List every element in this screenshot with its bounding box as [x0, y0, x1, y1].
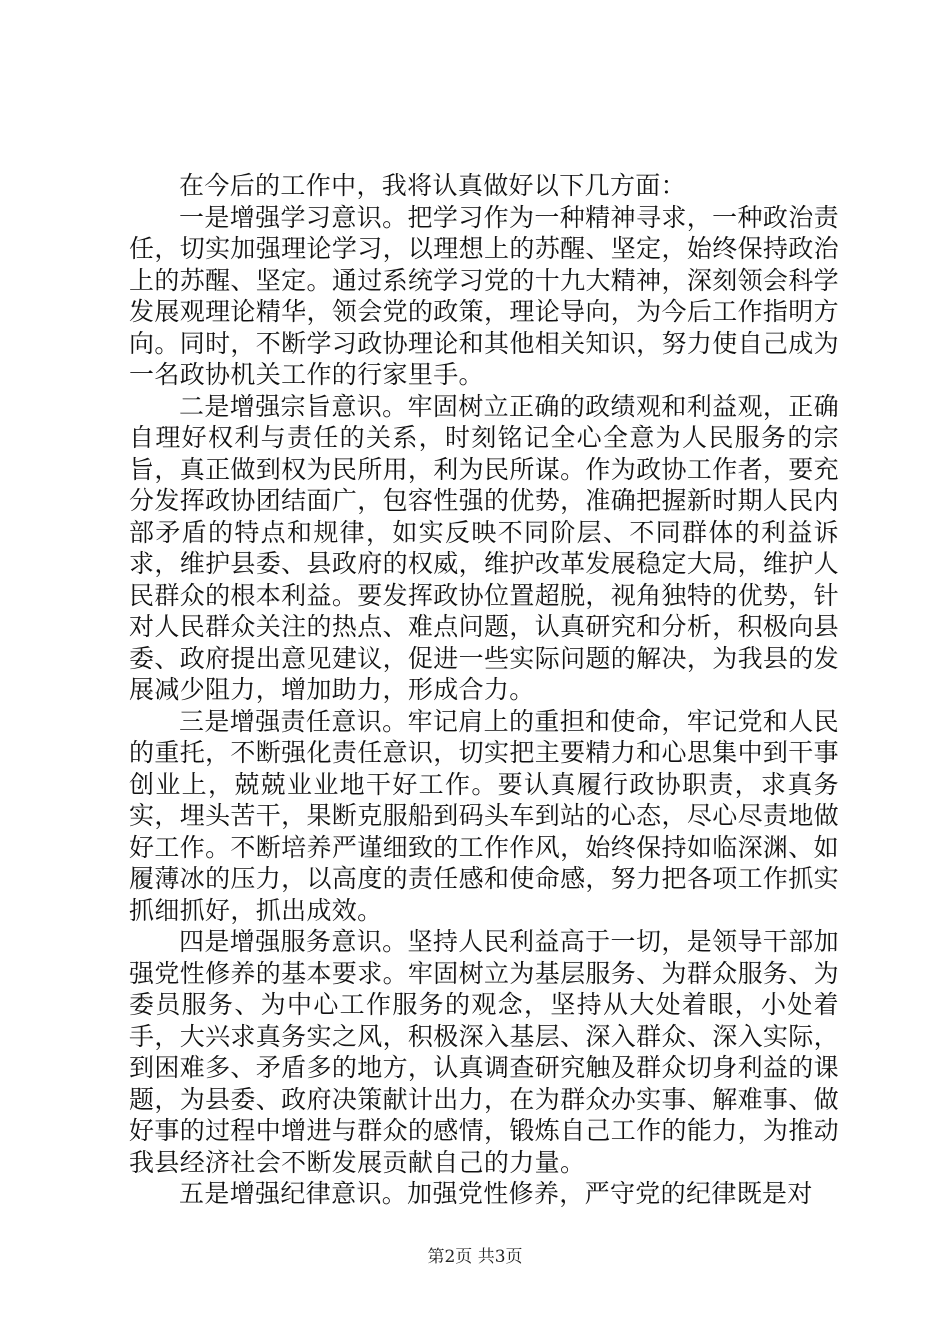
- paragraph-purpose-awareness: 二是增强宗旨意识。牢固树立正确的政绩观和利益观，正确自理好权利与责任的关系，时刻铭记全心全意为人民服务的宗旨，真正做到权为民所用，利为民所谋。作为政协工作者，要充分发挥政协团结面广，包容性强的优势，准确把握新时期人民内部矛盾的特点和规律，如实反映不同阶层、不同群体的利益诉求，维护县委、县政府的权威，维护改革发展稳定大局，维护人民群众的根本利益。要发挥政协位置超脱，视角独特的优势，针对人民群众关注的热点、难点问题，认真研究和分析，积极向县委、政府提出意见建议，促进一些实际问题的解决，为我县的发展减少阻力，增加助力，形成合力。: [129, 391, 839, 704]
- document-body: [129, 170, 839, 1210]
- paragraph-discipline-awareness: 五是增强纪律意识。加强党性修养，严守党的纪律既是对: [179, 1179, 813, 1208]
- page-number-footer: 第2页 共3页: [427, 1247, 523, 1267]
- paragraph-intro: 在今后的工作中，我将认真做好以下几方面：: [179, 171, 687, 200]
- paragraph-service-awareness: 四是增强服务意识。坚持人民利益高于一切，是领导干部加强党性修养的基本要求。牢固树立为基层服务、为群众服务、为委员服务、为中心工作服务的观念，坚持从大处着眼，小处着手，大兴求真务实之风，积极深入基层、深入群众、深入实际，到困难多、矛盾多的地方，认真调查研究触及群众切身利益的课题，为县委、政府决策献计出力，在为群众办实事、解难事、做好事的过程中增进与群众的感情，锻炼自己工作的能力，为推动我县经济社会不断发展贡献自己的力量。: [129, 927, 839, 1177]
- paragraph-responsibility-awareness: 三是增强责任意识。牢记肩上的重担和使命，牢记党和人民的重托，不断强化责任意识，切实把主要精力和心思集中到干事创业上，兢兢业业地干好工作。要认真履行政协职责，求真务实，埋头苦干，果断克服船到码头车到站的心态，尽心尽责地做好工作。不断培养严谨细致的工作作风，始终保持如临深渊、如履薄冰的压力，以高度的责任感和使命感，努力把各项工作抓实抓细抓好，抓出成效。: [129, 706, 839, 925]
- paragraph-study-awareness: 一是增强学习意识。把学习作为一种精神寻求，一种政治责任，切实加强理论学习，以理想上的苏醒、坚定，始终保持政治上的苏醒、坚定。通过系统学习党的十九大精神，深刻领会科学发展观理论精华，领会党的政策，理论导向，为今后工作指明方向。同时，不断学习政协理论和其他相关知识，努力使自己成为一名政协机关工作的行家里手。: [129, 202, 839, 389]
